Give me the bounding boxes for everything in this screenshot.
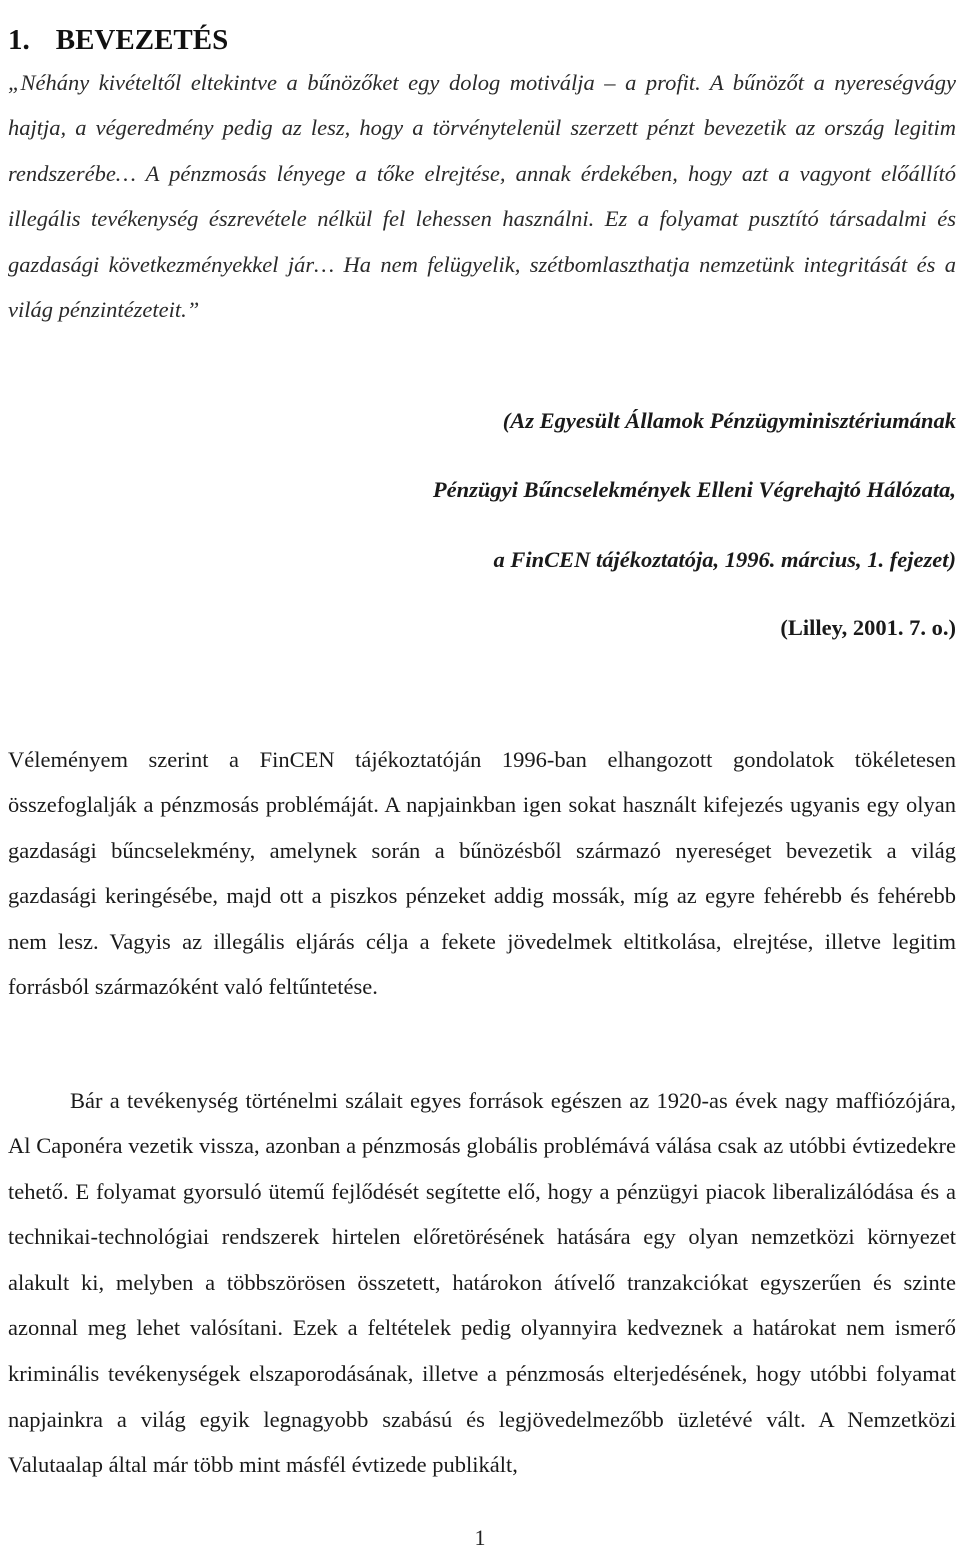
section-heading (8, 22, 228, 58)
body-paragraph-1: Véleményem szerint a FinCEN tájékoztatóján 1996-ban elhangozott gondolatok tökéletesen összefoglalják a pénzmosás problémáját. A napjainkban igen sokat használt kifejezés ugyanis egy olyan gazdasági bűncselekmény, amelynek során a bűnözésből származó nyereséget bevezetik a világ gazdasági keringésébe, majd ott a piszkos pénzeket addig mossák, míg az egyre fehérebb és fehérebb nem lesz. Vagyis az illegális eljárás célja a fekete jövedelmek eltitkolása, elrejtése, illetve legitim forrásból származóként való feltűntetése. (8, 746, 956, 1000)
body-paragraph-2: Bár a tevékenység történelmi szálait egyes források egészen az 1920-as évek nagy maffiózójára, Al Caponéra vezetik vissza, azonban a pénzmosás globális problémává válása csak az utóbbi évtizedekre tehető. E folyamat gyorsuló ütemű fejlődését segítette elő, hogy a pénzügyi piacok liberalizálódása és a technikai-technológiai rendszerek hirtelen előretörésének hatására egy olyan nemzetközi környezet alakult ki, melyben a többszörösen összetett, határokon átívelő tranzakciókat egyszerűen és szinte azonnal meg lehet valósítani. Ezek a feltételek pedig olyannyira kedveznek a határokat nem ismerő kriminális tevékenységek elszaporodásának, illetve a pénzmosás elterjedésének, hogy utóbbi folyamat napjainkra a világ egyik legnagyobb szabású és legjövedelmezőbb üzletévé vált. A Nemzetközi Valutaalap által már több mint másfél évtizede publikált, (8, 1087, 956, 1478)
quote-citation: (Lilley, 2001. 7. o.) (780, 615, 956, 640)
quote-source-line-2: Pénzügyi Bűncselekmények Elleni Végrehajtó Hálózata, (432, 477, 956, 502)
section-title: BEVEZETÉS (55, 24, 229, 57)
section-number: 1. (8, 24, 30, 57)
page-number: 1 (474, 1525, 486, 1550)
quote-source-line-1: (Az Egyesült Államok Pénzügyminisztériumának (502, 408, 956, 433)
quote-source-line-3: a FinCEN tájékoztatója, 1996. március, 1. fejezet) (493, 547, 956, 572)
opening-quote: „Néhány kivételtől eltekintve a bűnözőket egy dolog motiválja – a profit. A bűnözőt a nyereségvágy hajtja, a végeredmény pedig az lesz, hogy a törvénytelenül szerzett pénzt bevezetik az ország legitim rendszerébe… A pénzmosás lényege a tőke elrejtése, annak érdekében, hogy azt a vagyont előállító illegális tevékenység észrevétele nélkül fel lehessen használni. Ez a folyamat pusztító társadalmi és gazdasági következményekkel jár… Ha nem felügyelik, szétbomlaszthatja nemzetünk integritását és a világ pénzintézeteit.” (8, 70, 956, 323)
